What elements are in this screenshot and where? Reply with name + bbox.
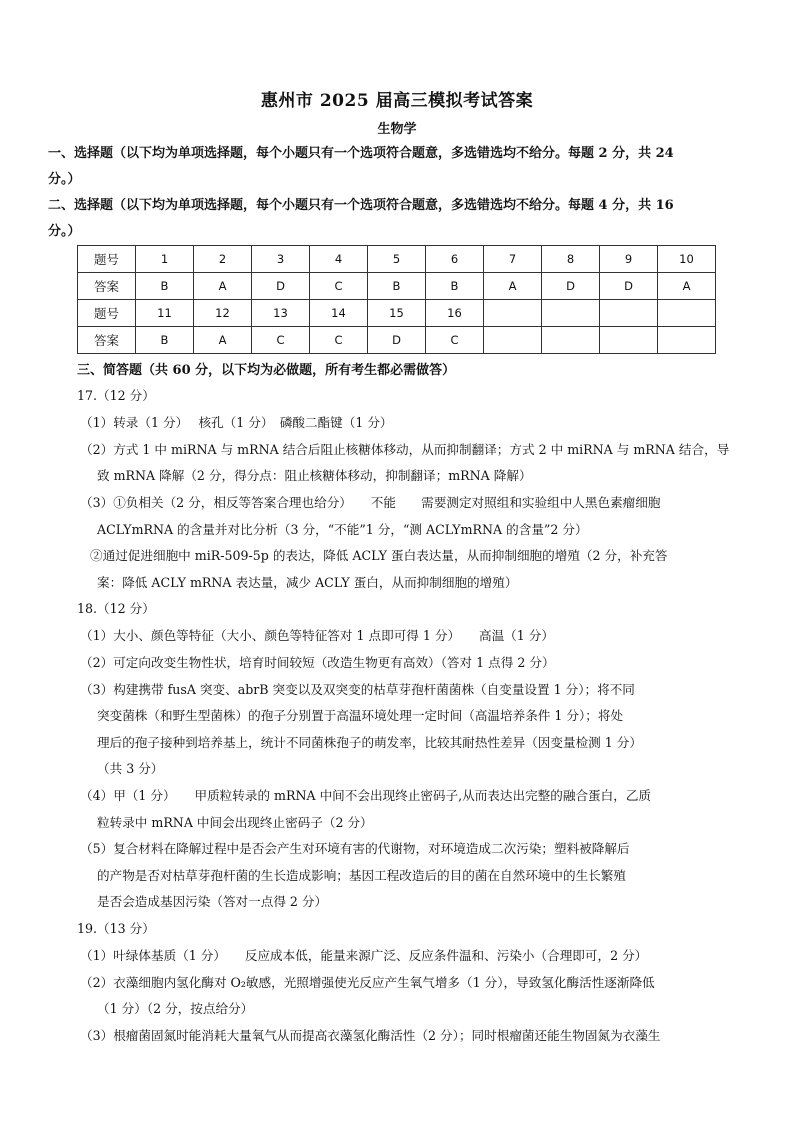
- table-cell: [484, 300, 542, 327]
- table-cell: [658, 300, 716, 327]
- table-cell: 16: [426, 300, 484, 327]
- table-cell: [658, 327, 716, 354]
- table-cell: B: [426, 273, 484, 300]
- table-row: [78, 300, 716, 327]
- q18-answer-line: 理后的孢子接种到培养基上，统计不同菌株孢子的萌发率，比较其耐热性差异（因变量检测 1 分）: [97, 735, 642, 750]
- q17-answer-line: ②通过促进细胞中 miR-509-5p 的表达，降低 ACLY 蛋白表达量，从而抑制细胞的增殖（2 分，补充答: [90, 548, 668, 563]
- table-cell: 11: [136, 300, 194, 327]
- table-cell: C: [252, 327, 310, 354]
- table-cell: A: [194, 273, 252, 300]
- table-row: [78, 273, 716, 300]
- table-cell: D: [368, 327, 426, 354]
- q19-answer-line: （3）根瘤菌固氮时能消耗大量氧气从而提高衣藻氢化酶活性（2 分）；同时根瘤菌还能生物固氮为衣藻生: [80, 1028, 661, 1043]
- table-cell: 6: [426, 246, 484, 273]
- q18-answer-line: （3）构建携带 fusA 突变、abrB 突变以及双突变的枯草芽孢杆菌菌株（自变量设置 1 分）；将不同: [80, 682, 635, 697]
- q18-answer-line: （5）复合材料在降解过程中是否会产生对环境有害的代谢物，对环境造成二次污染；塑料被降解后: [80, 841, 630, 856]
- q18-answer-line: （1）大小、颜色等特征（大小、颜色等特征答对 1 点即可得 1 分） 高温（1 分）: [80, 628, 554, 643]
- table-cell: 1: [136, 246, 194, 273]
- table-header-cell: 答案: [78, 273, 136, 300]
- table-cell: 9: [600, 246, 658, 273]
- section-3-heading: 三、简答题（共 60 分，以下均为必做题，所有考生都必需做答）: [77, 363, 456, 378]
- table-cell: C: [310, 273, 368, 300]
- section-1-line-1: 一、选择题（以下均为单项选择题，每个小题只有一个选项符合题意，多选错选均不给分。每题 2 分，共 24: [48, 146, 674, 161]
- answer-table: [77, 245, 716, 354]
- table-header-cell: 题号: [78, 246, 136, 273]
- q18-answer-line: 突变菌株（和野生型菌株）的孢子分别置于高温环境处理一定时间（高温培养条件 1 分）；将处: [97, 708, 624, 723]
- table-cell: [600, 327, 658, 354]
- table-cell: A: [658, 273, 716, 300]
- q18-heading: 18.（12 分）: [77, 601, 155, 616]
- q19-answer-line: （2）衣藻细胞内氢化酶对 O₂敏感，光照增强使光反应产生氧气增多（1 分），导致氢化酶活性逐渐降低: [80, 975, 655, 990]
- table-cell: A: [194, 327, 252, 354]
- q17-answer-line: （2）方式 1 中 miRNA 与 mRNA 结合后阻止核糖体移动，从而抑制翻译；方式 2 中 miRNA 与 mRNA 结合，导: [80, 442, 730, 457]
- q17-answer-line: ACLYmRNA 的含量并对比分析（3 分，“不能”1 分，“测 ACLYmRNA 的含量”2 分）: [97, 522, 588, 537]
- table-cell: D: [542, 273, 600, 300]
- table-cell: [600, 300, 658, 327]
- table-cell: 13: [252, 300, 310, 327]
- q19-answer-line: （1 分）（2 分，按点给分）: [97, 1001, 254, 1016]
- table-header-cell: 答案: [78, 327, 136, 354]
- table-header-cell: 题号: [78, 300, 136, 327]
- table-cell: 7: [484, 246, 542, 273]
- table-cell: 14: [310, 300, 368, 327]
- table-cell: [542, 300, 600, 327]
- table-cell: 2: [194, 246, 252, 273]
- table-cell: 12: [194, 300, 252, 327]
- table-cell: D: [600, 273, 658, 300]
- table-row: [78, 327, 716, 354]
- table-row: [78, 246, 716, 273]
- q18-answer-line: 的产物是否对枯草芽孢杆菌的生长造成影响；基因工程改造后的目的菌在自然环境中的生长繁殖: [97, 868, 626, 883]
- section-2-line-1: 二、选择题（以下均为单项选择题，每个小题只有一个选项符合题意，多选错选均不给分。每题 4 分，共 16: [48, 198, 674, 213]
- q18-answer-line: 是否会造成基因污染（答对一点得 2 分）: [97, 894, 328, 909]
- table-cell: D: [252, 273, 310, 300]
- section-2-line-2: 分。）: [48, 224, 81, 239]
- table-cell: 8: [542, 246, 600, 273]
- table-cell: 15: [368, 300, 426, 327]
- table-cell: 3: [252, 246, 310, 273]
- q18-answer-line: （4）甲（1 分） 甲质粒转录的 mRNA 中间不会出现终止密码子,从而表达出完整的融合蛋白，乙质: [80, 788, 652, 803]
- q18-answer-line: （共 3 分）: [97, 761, 164, 776]
- table-cell: 5: [368, 246, 426, 273]
- q19-answer-line: （1）叶绿体基质（1 分） 反应成本低，能量来源广泛、反应条件温和、污染小（合理即可，2 分）: [80, 948, 648, 963]
- q18-answer-line: （2）可定向改变生物性状，培育时间较短（改造生物更有高效）（答对 1 点得 2 分）: [80, 655, 555, 670]
- table-cell: [484, 327, 542, 354]
- table-cell: B: [136, 327, 194, 354]
- q17-answer-line: （1）转录（1 分） 核孔（1 分） 磷酸二酯键（1 分）: [80, 415, 393, 430]
- table-cell: B: [136, 273, 194, 300]
- page-title: 惠州市 2025 届高三模拟考试答案: [260, 91, 534, 111]
- q17-heading: 17.（12 分）: [77, 388, 155, 403]
- table-cell: [542, 327, 600, 354]
- table-cell: C: [310, 327, 368, 354]
- table-cell: 4: [310, 246, 368, 273]
- section-1-line-2: 分。）: [48, 172, 81, 187]
- q17-answer-line: 案：降低 ACLY mRNA 表达量，减少 ACLY 蛋白，从而抑制细胞的增殖）: [97, 575, 518, 590]
- table-cell: B: [368, 273, 426, 300]
- q17-answer-line: （3）①负相关（2 分，相反等答案合理也给分） 不能 需要测定对照组和实验组中人黑色素瘤细胞: [80, 495, 661, 510]
- subject-heading: 生物学: [377, 122, 417, 137]
- q18-answer-line: 粒转录中 mRNA 中间会出现终止密码子（2 分）: [97, 815, 373, 830]
- table-cell: A: [484, 273, 542, 300]
- table-cell: 10: [658, 246, 716, 273]
- q19-heading: 19.（13 分）: [77, 921, 155, 936]
- q17-answer-line: 致 mRNA 降解（2 分，得分点：阻止核糖体移动，抑制翻译；mRNA 降解）: [97, 468, 532, 483]
- table-cell: C: [426, 327, 484, 354]
